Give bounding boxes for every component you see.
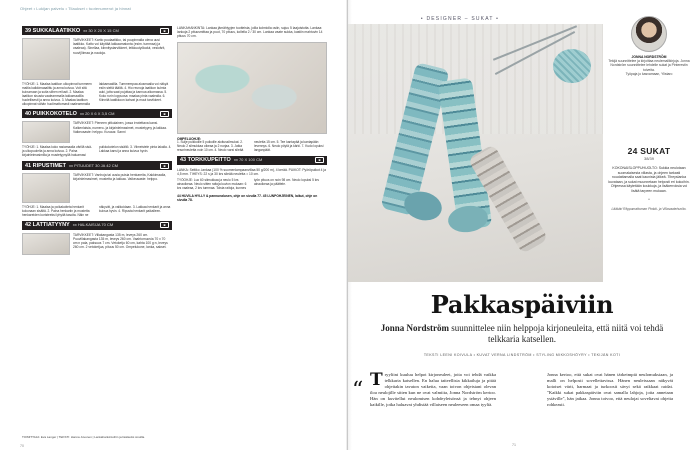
project-image	[22, 38, 70, 80]
project-title: 41 RIPUSTIMET	[25, 162, 66, 169]
project-body	[22, 118, 172, 146]
side-credit: Lääkäri Riippumattoman Pinkki- ja Villavaatehuolto.	[611, 207, 687, 211]
page-number: 71	[512, 443, 516, 447]
project-body	[22, 230, 172, 258]
project-title: 43 TORKKUPEITTO	[180, 157, 231, 164]
project-header	[22, 26, 172, 35]
project-header	[177, 156, 327, 165]
project-steps: TYÖHJE: 1. Maalaa ja poikakoiteta henkarit kokonaan sisältä. 2. Paina henkariin ja mustetta henkareiden koristeeksi lyhyitä tasoita. Näin ne näkyvät, ja valikoidaan. 3. Lakkaa henkarit ja anna kuivua hyvin. 4. Ripusta henkarit paikalleen.	[22, 205, 171, 217]
body-column-1	[370, 372, 496, 408]
project-size: xx 20 X 6 X 3,5 CM	[79, 110, 115, 116]
project-steps: TYÖHJE: 1. Maalaa laatikon ulkopinnat tummeen maltia kaikkimaaalittu ja anna kuivua. Voit sitä kuivumaan ja sutia siihen reilusti. 2. Maalaa laatikon sisusta vaaleammalla lakkamaalilla huolellisesti ja anna kuivua. 3. Maalaa laatikon ulkopinnat vähän huolimattomasti vaaleammalla lakkamaalilla. Tummempaa alusmaalia voi näkyä esiin sieltä täältä. 4. Hio reunoja laatikon kulmia auki, jotta saat pujottaa ja kannua aikomassa. 5. Koko rurin loppuosa: maalaa pinta vaalealla. 6. Kiinnitä laatikkoon kahvat ja muut tarvikkeet.	[22, 82, 169, 106]
author-caption: Tekijä suunnittelee ja kirjoittaa neulemallikirjoja. Jonna Nordström suunnittelee lehdelle sukat ja Pinterestin toiveita.	[608, 59, 690, 72]
lede-name: Jonna Nordström	[380, 323, 450, 333]
project-size: xx 30 X 20 X 15 CM	[83, 27, 119, 33]
top-tag: Ohjeet • Lukijan palvelu • Tilaukset • tuotenumerot ja hinnat	[20, 6, 131, 11]
author-name: JONNA NORDSTRÖM	[631, 55, 667, 59]
sock-photo	[177, 42, 327, 134]
project-title: 39 SUKKALAATIKKO	[25, 27, 81, 34]
tip-text: 44 HUVILA HYLLY & pannunalusen, ohje on sivulla 77. 45 LUNPOHJEINEN, laikut, ohje on sivulla 78.	[177, 193, 318, 202]
author-box	[608, 16, 690, 76]
project-header	[22, 221, 172, 230]
left-column-b	[177, 26, 327, 202]
project-steps: TYÖHJE: 1. Maalaa koko rasiamaalia värillä sisä- ja ulkopuolelta ja anna kuivua. 2. Paina kirjainleimasimilla ja mustetyynyllä haluamasi puikkokotelon sisältö. 3. Viimeistele pinta lakalla. 4. Lakkaa kansi ja anna kuivua hyvin.	[22, 145, 172, 158]
project-header	[22, 161, 172, 170]
camera-icon: ◙	[160, 111, 169, 117]
side-heading: 24 SUKAT	[627, 146, 671, 156]
lede-text: suunnittelee niin helppoja kirjoneuleita, että niitä voi tehdä telkkaria katsellen.	[449, 323, 664, 344]
socks-photo	[348, 24, 603, 282]
project-body	[22, 170, 172, 206]
author-credit: Työpaja jo kasvamaan, Ylistaro	[625, 71, 673, 76]
camera-icon: ◙	[315, 157, 324, 163]
side-separator: •	[648, 197, 650, 203]
project-size: xx PITUUDET 30 JA 42 CM	[68, 162, 119, 168]
project-title: 42 LATTIATYYNY	[25, 222, 70, 229]
camera-icon: ◙	[160, 28, 169, 34]
project-size: xx HALKAISIJA 70 CM	[72, 222, 114, 228]
article-title: Pakkaspäiviin	[430, 290, 614, 319]
project-image	[22, 173, 70, 203]
left-column-a	[22, 26, 172, 258]
quote-mark-icon: “	[352, 378, 364, 403]
yarn-intro: LANKAHANKINTA: Lankaa jämähiyyjen tuotteista, joilla kolmiolla osiin, sujuu 5 laajuistutta. Lankaa: lankoja 2 pituusmittaa ja puut, 70 pituus, kollella 2 / 30 cm. Lankaa vaate sukka, kastiin mahtuvin 14 pituus 70 cm.	[177, 26, 323, 39]
project-materials: TARVIKKEET: Pieneen pitkulainen, jossa irrotettava kansi. Kaikenlaisia, numero- ja kirjainleimasimet, mustetyyny ja lakkaa. Vaikeusaste: helppo. Kuvaus: Sanni	[73, 121, 167, 134]
wool-note: LANKA: Seitiko -lankaa (100 % suomenlampaanvillaa 50 g/200 m), 4 kerää. PUIKOT: Pyöröpuikot 4 ja 4,5 mm. TIHEYS: 22 s ja 30 krs sileää neuletta = 10 cm.	[177, 167, 326, 176]
sewing-steps: 1. Sulje puikkoille 5 puikoille aloitussilmukat. 2. Neulo 2 silmukkaa oikeaa ja 2 nurjaa. 3. Jatka resorineuletta noin 10 cm. 4. Neulo varsi sileää neuletta 15 cm. 5. Tee kantapää ja kantapään levennys. 6. Neulo pöytä ja kärki. 7. Kudo lopuksi langanpäät.	[177, 139, 324, 152]
side-column	[608, 146, 690, 211]
section-tag: • DESIGNER – SUKAT •	[420, 16, 500, 22]
project-materials: TARVIKKEET: Kartio puulaatikko, tai puupinnalla oleva uusi laatikko. Katto voi käyttää lakkaamatonta (esim. tummaa) ja vaaleaa). Sinellaa, kiinnitystarvikkeet, leikkuutyökalut, vesivärit, ruuvi(liimaa ja nauloja.	[73, 38, 166, 55]
project-body	[177, 165, 327, 179]
article-credits: TEKSTI LEENI KOIVULA • KUVAT VERNA LINDSTRÖM • STYLING MIKKOSHÖYRY • TEKIJÄN KOTI	[423, 353, 621, 357]
drop-cap: T	[370, 370, 383, 390]
project-image	[22, 121, 70, 143]
project-materials: TARVIKKEET: Vanhoja tai uusia puisia henkareita, Kakkimaalia, kirjainleimasimet, mustetta ja lakkaa. Vaikeusaste: helppo.	[73, 173, 167, 182]
steps-title: OMPELUOHJE:	[177, 136, 202, 141]
project-header	[22, 109, 172, 118]
article-lede	[380, 323, 664, 344]
project-image	[22, 233, 70, 255]
page-number: 70	[20, 444, 24, 448]
camera-icon: ◙	[160, 163, 169, 169]
camera-icon: ◙	[160, 222, 169, 228]
body-column-2: Jonna kertoo, että sukat ovat hänen tärkeimpiä neulomuksiaan, ja malli on helposti sovellettavissa. Hänen neuleissaan näkyvät kotoiset värit, harmaat ja turkoosit sävyt sekä raikkaat raidat. "Kaikki sukat pakkaspäiviin ovat samalla lahjoja, joita annetaan ystäville", hän jatkaa. Jonna toivoo, että neulojat soveltavat ohjeita rohkeasti.	[547, 372, 673, 407]
body-text-1: ryyliini kuuluu helpot kirjoneuleet, joita voi tehdä vaikka telkkaria katsellen. En halua taiteellisia kikkailuja ja pitää ohjeitakin tavaton vaikeita, vaan toivon ohjeistani olevan iloa neulojille sitten kun ne ovat valmiita, Jonna Nordström kertoo. Hän on kuvitellut neulomisen kohdeyleisönsä ja tehnyt ohjeen kaikille, jotka haluavat yhdistää villaiseen neuleeseen omaa tyyliä.	[370, 372, 496, 407]
side-paragraph: KOKONAISLOPPUHUOLTO: Sukkia neulotaan suomalaisesta villasta, ja ohjeen tarkasti noudattamalla saat kaunista jälkeä. Tiheyslanka kuvataan, ja sukat muunnetaan helposti eri kokoihin. Ohjeessa käytetään koukkuja, ja lisäkerroksia voi lisätä tarpeen mukaan.	[608, 166, 690, 193]
pattern-steps: TYÖOHJE: Luo 60 silmukkaa ja neulo 5 krs ainaoikeaa. Neulo sitten raitoja kuvion mukaan: 6 krs vaaleaa, 2 krs tummaa. Toista raitoja, kunnes työn pituus on noin 98 cm. Neulo lopuksi 5 krs ainaoikeaa ja päättele.	[177, 177, 320, 190]
project-materials: TARVIKKEET: Villakangasta 135 m, leveys 260 cm. Puuvillakangasta 135 m, leveys 260 cm. Vaahtomuovia 70 x 70 cm:n pala, paksuus 7 cm. Vetoketju 60 cm, kahta 100 g:n, leveys 260 cm. 2 vetoketjua, pituus 50 cm. Ompelukone, lanka, sakset.	[73, 232, 168, 250]
side-page-ref: 38/39	[643, 156, 654, 161]
project-size: xx 70 X 100 CM	[233, 157, 263, 163]
page-footer: TOIMITTAJA: Eva Langer | TEKSTI: Hanna Juvonen | Lankahankintoihin ja lisätiedot sivuilla.	[22, 435, 145, 440]
project-title: 40 PUIKKOKOTELO	[25, 110, 77, 117]
yarn-ball	[553, 49, 591, 83]
author-portrait	[631, 16, 667, 52]
project-body	[22, 35, 172, 83]
